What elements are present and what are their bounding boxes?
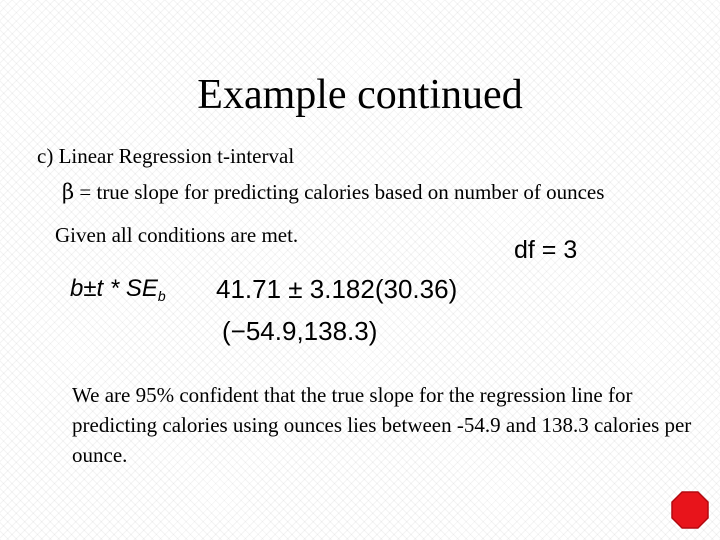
conclusion-text: We are 95% confident that the true slope for the regression line for predicting calories using ounces lies between -54.9 and 138.3 calories per ounce. [72,383,692,467]
beta-definition: true slope for predicting calories based on number of ounces [96,180,605,204]
calculation-expression: 41.71 ± 3.182(30.36) [216,274,458,304]
degrees-of-freedom: df = 3 [514,236,578,264]
beta-definition-line [62,180,604,205]
formula-b: b [70,275,84,302]
interval-result: (−54.9,138.3) [222,316,378,346]
stop-sign-icon[interactable] [671,491,709,529]
slide-title: Example continued [197,72,523,118]
formula-se-subscript: b [157,288,166,304]
formula-se: SE [125,275,158,302]
beta-symbol: β [62,180,75,204]
general-formula [70,275,166,304]
formula-t-star: t * [96,275,120,302]
given-conditions: Given all conditions are met. [55,223,299,247]
formula-plus-minus: ± [83,275,97,302]
stop-sign-shape [672,492,708,528]
beta-equals: = [79,180,92,204]
part-label: c) Linear Regression t-interval [37,144,295,168]
